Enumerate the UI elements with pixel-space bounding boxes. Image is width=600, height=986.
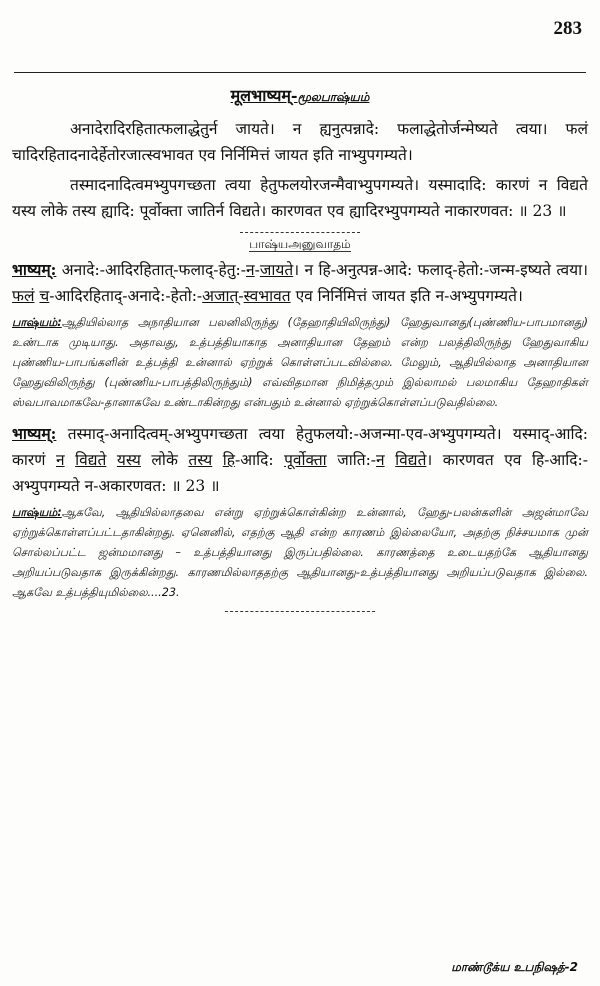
mula-bhashya-heading bbox=[12, 84, 588, 106]
heading-tamil: மூலபாஷ்யம் bbox=[297, 90, 370, 104]
page-body bbox=[12, 84, 588, 616]
bhashya-block-1: भाष्यम्: अनादे:-आदिरहितात्-फलाद्-हेतु:-न-जायते। न हि-अनुत्पन्न-आदे: फलाद्-हेतो:-जन्म-इष्यते त्वया। फलं च-आदिरहिताद्-अनादे:-हेतो:-अजात्-स्वभावत एव निर्निमित्तं जायत इति न-अभ्युपगम्यते। bbox=[12, 260, 588, 305]
anuvada-heading: பாஷ்யஅனுவாதம் bbox=[249, 237, 351, 251]
header-rule bbox=[14, 72, 586, 73]
tamil-label: பாஷ்யம்: bbox=[12, 506, 62, 519]
page-number: 283 bbox=[553, 18, 582, 39]
heading-sanskrit: मूलभाष्यम्- bbox=[230, 86, 298, 105]
bhashya-label: भाष्यम्: bbox=[12, 260, 57, 279]
running-footer: மாண்டூக்ய உபநிஷத்-2 bbox=[451, 960, 578, 974]
end-divider bbox=[225, 611, 375, 612]
tamil-translation-2: பாஷ்யம்:ஆகவே, ஆதியில்லாதவை என்று ஏற்றுக்கொள்கின்ற உன்னால், ஹேது-பலன்களின் அஜன்மாவே ஏற்றுக்கொள்ளப்பட்டதாகின்றது. ஏனெனில், எதற்கு ஆதி என்ற காரணம் இல்லையோ, அதற்கு நிச்சயமாக முன் சொல்லப்பட்ட ஜன்மமானது – உத்பத்தியானது இருப்பதில்லை. காரணத்தை உடையதற்கே ஆதியானது அறியப்படுவதாக இருக்கின்றது. காரணமில்லாததற்கு ஆதியானது-உத்பத்தியானது அறியப்படுவதாக இல்லை. ஆகவே உத்பத்தியுமில்லை....23. bbox=[12, 506, 588, 599]
section-divider bbox=[240, 232, 360, 233]
mula-paragraph-1: अनादेरादिरहितात्फलाद्धेतुर्न जायते। न ह्यनुत्पन्नादे: फलाद्धेतोर्जन्मेष्यते त्वया। फलं चादिरहितादनादेर्हेतोरजात्स्वभावत एव निर्निमित्तं जायत इति नाभ्युपगम्यते। bbox=[12, 120, 588, 164]
tamil-label: பாஷ்யம்: bbox=[12, 316, 62, 329]
tamil-translation-1: பாஷ்யம்:ஆதியில்லாத அநாதியான பலனிலிருந்து (தேஹாதியிலிருந்து) ஹேதுவானது(புண்ணிய-பாபமானது) உண்டாக முடியாது. அதாவது, உத்பத்தியாகாத அனாதியான தேஹம் என்ற பலத்திலிருந்து ஹேதுவாகிய புண்ணிய-பாபங்களின் உத்பத்தி உன்னால் ஏற்றுக் கொள்ளப்படவில்லை. மேலும், ஆதியில்லாத அனாதியான ஹேதுவிலிருந்து (புண்ணிய-பாபத்திலிருந்தும்) எவ்விதமான நிமித்தமும் இல்லாமல் பலமாகிய தேஹாதிகள் ஸ்வபாவமாகவே-தானாகவே உண்டாகின்றது என்பதும் உன்னால் ஏற்றுக்கொள்ளப்படுவதில்லை. bbox=[12, 316, 588, 409]
mula-paragraph-2: तस्मादनादित्वमभ्युपगच्छता त्वया हेतुफलयोरजन्मैवाभ्युपगम्यते। यस्मादादि: कारणं न विद्यते यस्य लोके तस्य ह्यादि: पूर्वोक्ता जातिर्न विद्यते। कारणवत एव ह्यादिरभ्युपगम्यते नाकारणवत: ॥ 23 ॥ bbox=[12, 176, 588, 220]
bhashya-label: भाष्यम्: bbox=[12, 424, 57, 443]
bhashya-block-2: भाष्यम्: तस्माद्-अनादित्वम्-अभ्युपगच्छता त्वया हेतुफलयो:-अजन्मा-एव-अभ्युपगम्यते। यस्माद्-आदि: कारणं न विद्यते यस्य लोके तस्य हि-आदि: पूर्वोक्ता जाति:-न विद्यते। कारणवत एव हि-आदि:-अभ्युपगम्यते न-अकारणवत: ॥ 23 ॥ bbox=[12, 424, 588, 495]
